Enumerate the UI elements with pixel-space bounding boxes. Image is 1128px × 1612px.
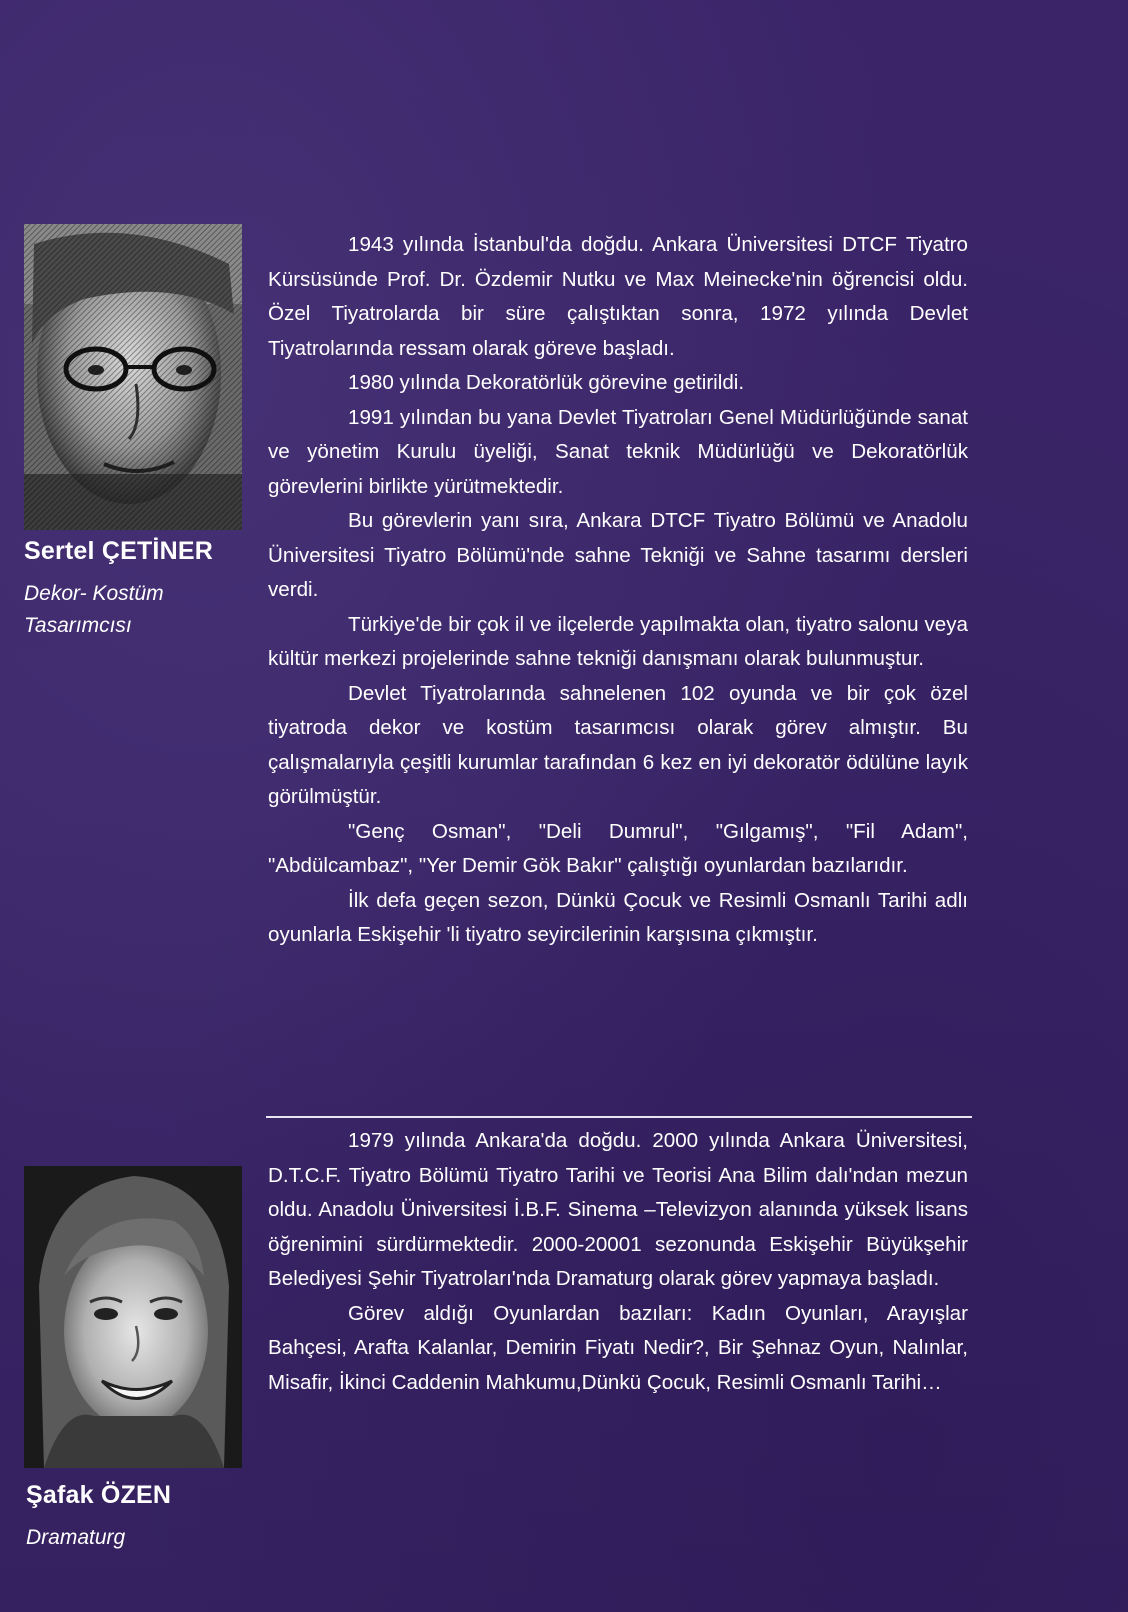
man-portrait-icon	[24, 224, 242, 530]
role-line: Dramaturg	[26, 1526, 126, 1549]
bio-paragraph: 1943 yılında İstanbul'da doğdu. Ankara Üniversitesi DTCF Tiyatro Kürsüsünde Prof. Dr. Özdemir Nutku ve Max Meinecke'nin öğrencisi oldu. Özel Tiyatrolarda bir süre çalıştıktan sonra, 1972 yılında Devlet Tiyatrolarında ressam olarak göreve başladı.	[268, 233, 968, 360]
biography-sertel	[268, 228, 968, 953]
person-name-safak: Şafak ÖZEN	[26, 1481, 172, 1509]
bio-paragraph: 1991 yılından bu yana Devlet Tiyatroları Genel Müdürlüğünde sanat ve yönetim Kurulu üyeliği, Sanat teknik Müdürlüğü ve Dekoratörlük görevlerini birlikte yürütmektedir.	[268, 405, 968, 498]
bio-paragraph: "Genç Osman", "Deli Dumrul", "Gılgamış", "Fil Adam", "Abdülcambaz", "Yer Demir Gök Bakır" çalıştığı oyunlardan bazılarıdır.	[268, 819, 968, 877]
bio-paragraph: Devlet Tiyatrolarında sahnelenen 102 oyunda ve bir çok özel tiyatroda dekor ve kostüm tasarımcısı olarak görev almıştır. Bu çalışmalarıyla çeşitli kurumlar tarafından 6 kez en iyi dekoratör ödülüne layık görülmüştür.	[268, 681, 968, 808]
woman-portrait-icon	[24, 1166, 242, 1468]
role-line: Dekor- Kostüm	[24, 582, 164, 605]
person-name-sertel: Sertel ÇETİNER	[24, 537, 213, 565]
section-divider	[266, 1116, 972, 1118]
bio-paragraph: İlk defa geçen sezon, Dünkü Çocuk ve Resimli Osmanlı Tarihi adlı oyunlarla Eskişehir 'li tiyatro seyircilerinin karşısına çıkmıştır.	[268, 888, 968, 946]
bio-paragraph: 1980 yılında Dekoratörlük görevine getirildi.	[348, 371, 745, 394]
bio-paragraph: Görev aldığı Oyunlardan bazıları: Kadın Oyunları, Arayışlar Bahçesi, Arafta Kalanlar, Demirin Fiyatı Nedir?, Bir Şehnaz Oyun, Nalınlar, Misafir, İkinci Caddenin Mahkumu,Dünkü Çocuk, Resimli Osmanlı Tarihi…	[268, 1301, 968, 1394]
person-role-sertel	[24, 578, 239, 642]
portrait-photo-safak	[24, 1166, 242, 1468]
biography-safak	[268, 1124, 968, 1400]
bio-paragraph: Türkiye'de bir çok il ve ilçelerde yapılmakta olan, tiyatro salonu veya kültür merkezi projelerinde sahne tekniği danışmanı olarak bulunmuştur.	[268, 612, 968, 670]
portrait-photo-sertel	[24, 224, 242, 530]
role-line: Tasarımcısı	[24, 614, 132, 637]
person-role-safak	[26, 1522, 241, 1554]
bio-paragraph: 1979 yılında Ankara'da doğdu. 2000 yılında Ankara Üniversitesi, D.T.C.F. Tiyatro Bölümü Tiyatro Tarihi ve Teorisi Ana Bilim dalı'ndan mezun oldu. Anadolu Üniversitesi İ.B.F. Sinema –Televizyon alanında yüksek lisans öğrenimini sürdürmektedir. 2000-20001 sezonunda Eskişehir Büyükşehir Belediyesi Şehir Tiyatroları'nda Dramaturg olarak görev yapmaya başladı.	[268, 1129, 968, 1290]
bio-paragraph: Bu görevlerin yanı sıra, Ankara DTCF Tiyatro Bölümü ve Anadolu Üniversitesi Tiyatro Bölümü'nde sahne Tekniği ve Sahne tasarımı dersleri verdi.	[268, 509, 968, 601]
